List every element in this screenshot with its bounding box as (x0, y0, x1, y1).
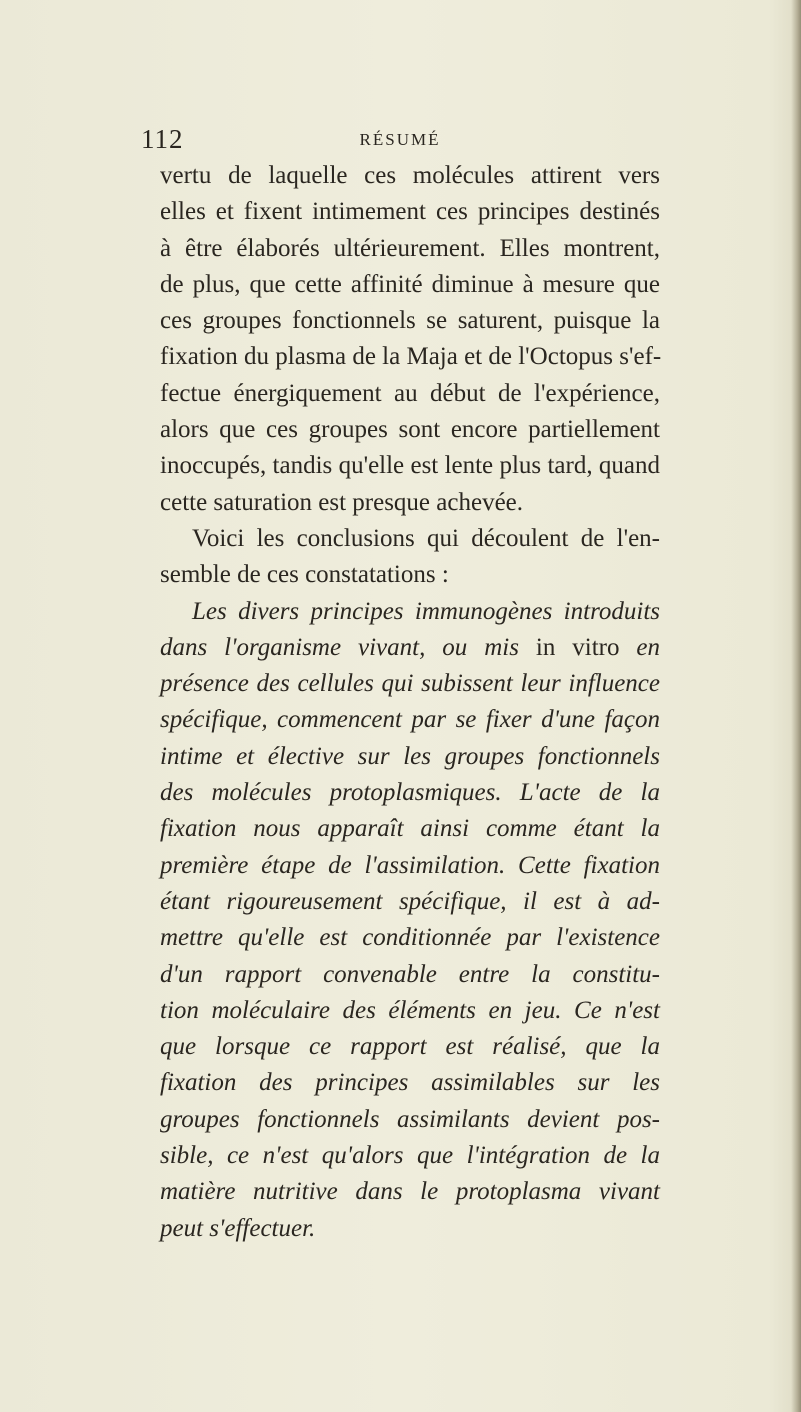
running-title: RÉSUMÉ (359, 130, 441, 149)
italic-line: fixation nous apparaît ainsi comme étant la (160, 815, 660, 843)
body-text (160, 158, 660, 1247)
text-line: semble de ces constatations : (160, 561, 449, 589)
italic-line: tion moléculaire des éléments en jeu. Ce n'est (160, 996, 660, 1024)
italic-segment: en (636, 633, 661, 661)
italic-line: que lorsque ce rapport est réalisé, que la (160, 1033, 660, 1061)
italic-line: spécifique, commencent par se fixer d'une façon (160, 706, 660, 734)
italic-line: peut s'effectuer. (160, 1214, 316, 1242)
italic-line: sible, ce n'est qu'alors que l'intégration de la (160, 1142, 660, 1170)
italic-line: Les divers principes immunogènes introduits (192, 597, 660, 625)
text-line: Voici les conclusions qui découlent de l'en- (192, 524, 660, 552)
roman-segment: in vitro (535, 633, 620, 661)
text-line: à être élaborés ultérieurement. Elles montrent, (160, 234, 660, 262)
italic-line: fixation des principes assimilables sur les (160, 1069, 660, 1097)
text-line: alors que ces groupes sont encore partiellement (160, 416, 660, 444)
mixed-line (160, 630, 660, 666)
text-line: de plus, que cette affinité diminue à mesure que (160, 270, 660, 298)
text-line: elles et fixent intimement ces principes destinés (160, 198, 660, 226)
text-line: fixation du plasma de la Maja et de l'Octopus s'ef- (160, 343, 662, 371)
italic-line: étant rigoureusement spécifique, il est à ad- (160, 887, 660, 915)
italic-line: première étape de l'assimilation. Cette fixation (160, 851, 660, 879)
italic-line: d'un rapport convenable entre la constitu- (160, 960, 660, 988)
italic-line: groupes fonctionnels assimilants devient pos- (160, 1105, 660, 1133)
italic-line: présence des cellules qui subissent leur influence (160, 670, 660, 698)
italic-segment: dans l'organisme vivant, ou mis (160, 633, 519, 661)
italic-line: mettre qu'elle est conditionnée par l'existence (160, 924, 660, 952)
text-line: ces groupes fonctionnels se saturent, puisque la (160, 307, 660, 335)
text-line: cette saturation est presque achevée. (160, 488, 524, 516)
text-line: inoccupés, tandis qu'elle est lente plus tard, quand (160, 452, 660, 480)
italic-line: matière nutritive dans le protoplasma vivant (160, 1178, 660, 1206)
text-line: fectue énergiquement au début de l'expérience, (160, 379, 660, 407)
page-header (141, 124, 659, 158)
page-number: 112 (141, 124, 184, 154)
text-line: vertu de laquelle ces molécules attirent vers (160, 162, 660, 189)
page-edge-shadow (791, 0, 801, 1412)
italic-line: des molécules protoplasmiques. L'acte de la (160, 779, 660, 807)
italic-line: intime et élective sur les groupes fonctionnels (160, 742, 660, 770)
